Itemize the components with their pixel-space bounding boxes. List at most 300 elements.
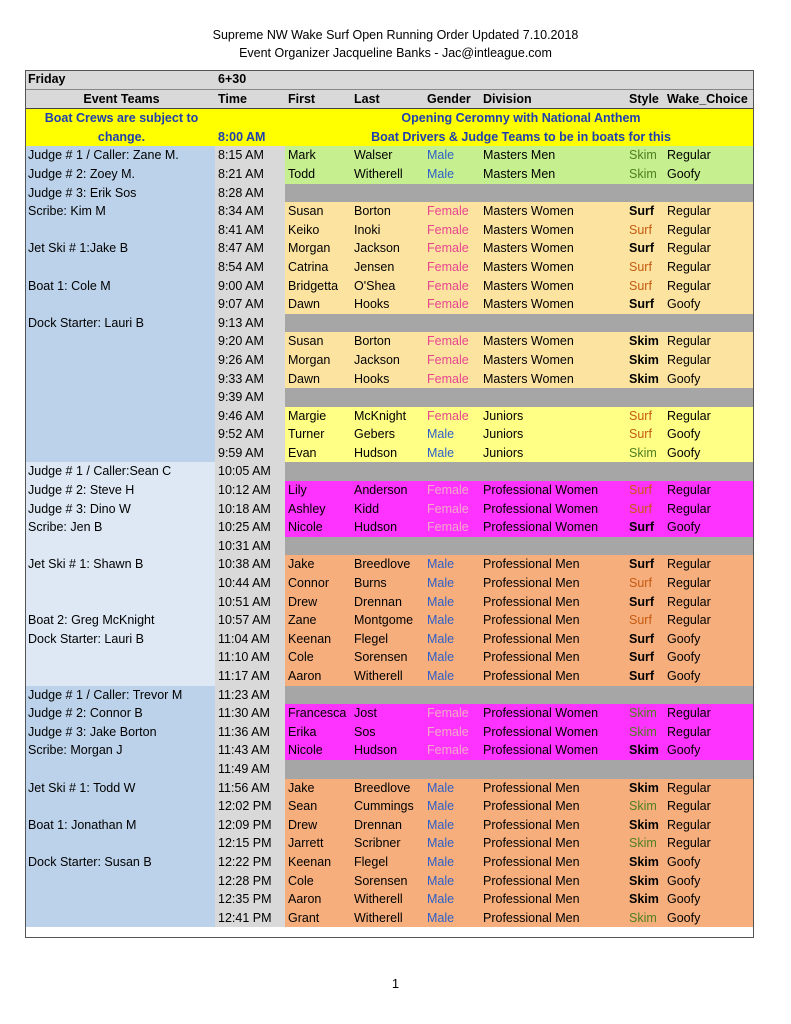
time-cell: 11:56 AM [215, 779, 285, 798]
division-cell: Professional Men [480, 667, 626, 686]
gender-cell: Male [424, 797, 480, 816]
first-cell: Ashley [285, 500, 351, 519]
event-team-cell: Dock Starter: Lauri B [25, 630, 215, 649]
first-cell: Catrina [285, 258, 351, 277]
day-row [25, 70, 754, 89]
first-cell: Margie [285, 407, 351, 426]
column-header-time: Time [215, 89, 285, 109]
last-cell: Flegel [351, 853, 424, 872]
style-cell: Surf [626, 202, 664, 221]
last-cell: Borton [351, 202, 424, 221]
event-team-cell [25, 797, 215, 816]
style-cell: Skim [626, 872, 664, 891]
wake-choice-cell: Goofy [664, 667, 754, 686]
time-cell: 11:36 AM [215, 723, 285, 742]
wake-choice-cell: Goofy [664, 630, 754, 649]
gender-cell: Female [424, 481, 480, 500]
style-cell: Skim [626, 779, 664, 798]
event-team-cell: Judge # 1 / Caller:Sean C [25, 462, 215, 481]
style-cell: Skim [626, 853, 664, 872]
division-cell: Professional Women [480, 723, 626, 742]
last-cell: Hudson [351, 741, 424, 760]
time-cell: 10:18 AM [215, 500, 285, 519]
time-cell: 11:30 AM [215, 704, 285, 723]
style-cell: Surf [626, 574, 664, 593]
wake-choice-cell: Goofy [664, 648, 754, 667]
last-cell: Hooks [351, 295, 424, 314]
table-row [25, 909, 754, 928]
first-cell: Nicole [285, 741, 351, 760]
event-team-cell: Scribe: Kim M [25, 202, 215, 221]
last-cell: Jackson [351, 239, 424, 258]
event-team-cell: Judge # 3: Jake Borton [25, 723, 215, 742]
banner-left-line-2: change. [25, 128, 215, 147]
table-row [25, 853, 754, 872]
event-team-cell: Boat 1: Cole M [25, 277, 215, 296]
style-cell: Skim [626, 704, 664, 723]
event-team-cell: Scribe: Morgan J [25, 741, 215, 760]
style-cell: Skim [626, 723, 664, 742]
division-cell: Professional Women [480, 500, 626, 519]
first-cell: Jake [285, 555, 351, 574]
gap-cell [285, 537, 754, 556]
style-cell: Surf [626, 239, 664, 258]
wake-choice-cell: Regular [664, 202, 754, 221]
style-cell: Skim [626, 332, 664, 351]
table-row [25, 704, 754, 723]
event-team-cell: Boat 1: Jonathan M [25, 816, 215, 835]
division-cell: Professional Men [480, 909, 626, 928]
gender-cell: Male [424, 444, 480, 463]
wake-choice-cell: Goofy [664, 425, 754, 444]
event-team-cell [25, 667, 215, 686]
column-header-team: Event Teams [25, 89, 215, 109]
wake-choice-cell: Regular [664, 332, 754, 351]
column-header-gender: Gender [424, 89, 480, 109]
table-row [25, 258, 754, 277]
style-cell: Skim [626, 370, 664, 389]
document-header [0, 26, 791, 62]
division-cell: Professional Men [480, 816, 626, 835]
style-cell: Surf [626, 407, 664, 426]
time-cell: 11:49 AM [215, 760, 285, 779]
time-cell: 9:46 AM [215, 407, 285, 426]
time-cell: 11:17 AM [215, 667, 285, 686]
gender-cell: Male [424, 890, 480, 909]
first-cell: Aaron [285, 890, 351, 909]
wake-choice-cell: Regular [664, 574, 754, 593]
division-cell: Professional Men [480, 630, 626, 649]
division-cell: Professional Women [480, 481, 626, 500]
division-cell: Masters Men [480, 146, 626, 165]
division-cell: Masters Women [480, 258, 626, 277]
first-cell: Connor [285, 574, 351, 593]
division-cell: Professional Women [480, 741, 626, 760]
time-cell: 12:35 PM [215, 890, 285, 909]
page-number: 1 [391, 976, 400, 991]
time-cell: 8:21 AM [215, 165, 285, 184]
table-row [25, 797, 754, 816]
wake-choice-cell: Regular [664, 593, 754, 612]
wake-choice-cell: Regular [664, 239, 754, 258]
event-team-cell [25, 332, 215, 351]
time-cell: 9:33 AM [215, 370, 285, 389]
wake-choice-cell: Regular [664, 500, 754, 519]
wake-choice-cell: Goofy [664, 890, 754, 909]
style-cell: Surf [626, 221, 664, 240]
running-order-table [25, 70, 754, 927]
gender-cell: Female [424, 723, 480, 742]
time-cell: 10:57 AM [215, 611, 285, 630]
style-cell: Surf [626, 518, 664, 537]
document-title: Supreme NW Wake Surf Open Running Order Updated 7.10.2018 [212, 28, 579, 42]
style-cell: Surf [626, 481, 664, 500]
time-cell: 10:51 AM [215, 593, 285, 612]
time-cell: 9:07 AM [215, 295, 285, 314]
event-team-cell [25, 370, 215, 389]
gap-cell [285, 388, 754, 407]
gap-row [25, 388, 754, 407]
organizer-line: Event Organizer Jacqueline Banks - Jac@intleague.com [239, 46, 552, 60]
first-cell: Jake [285, 779, 351, 798]
division-cell: Masters Women [480, 370, 626, 389]
table-row [25, 202, 754, 221]
event-team-cell: Scribe: Jen B [25, 518, 215, 537]
division-cell: Professional Men [480, 593, 626, 612]
gender-cell: Male [424, 834, 480, 853]
event-team-cell [25, 909, 215, 928]
style-cell: Skim [626, 146, 664, 165]
event-team-cell: Dock Starter: Lauri B [25, 314, 215, 333]
division-cell: Professional Men [480, 797, 626, 816]
last-cell: Burns [351, 574, 424, 593]
division-cell: Masters Women [480, 332, 626, 351]
gender-cell: Female [424, 239, 480, 258]
event-team-cell [25, 425, 215, 444]
table-row [25, 518, 754, 537]
style-cell: Surf [626, 295, 664, 314]
gender-cell: Male [424, 555, 480, 574]
time-cell: 10:44 AM [215, 574, 285, 593]
last-cell: Witherell [351, 165, 424, 184]
event-team-cell: Judge # 2: Zoey M. [25, 165, 215, 184]
banner-row-2 [25, 128, 754, 147]
last-cell: Inoki [351, 221, 424, 240]
gender-cell: Female [424, 295, 480, 314]
event-team-cell [25, 593, 215, 612]
first-cell: Dawn [285, 295, 351, 314]
division-cell: Masters Women [480, 277, 626, 296]
last-cell: Montgome [351, 611, 424, 630]
style-cell: Skim [626, 890, 664, 909]
wake-choice-cell: Goofy [664, 909, 754, 928]
gender-cell: Male [424, 146, 480, 165]
division-cell: Juniors [480, 444, 626, 463]
last-cell: Breedlove [351, 555, 424, 574]
table-row [25, 555, 754, 574]
last-cell: Drennan [351, 593, 424, 612]
wake-choice-cell: Regular [664, 779, 754, 798]
column-header-wake-choice: Wake_Choice [664, 89, 754, 109]
banner-right-line-2: Boat Drivers & Judge Teams to be in boats for this [285, 128, 754, 147]
wake-choice-cell: Goofy [664, 165, 754, 184]
event-team-cell: Judge # 1 / Caller: Zane M. [25, 146, 215, 165]
time-cell: 10:12 AM [215, 481, 285, 500]
division-cell: Professional Men [480, 648, 626, 667]
first-cell: Drew [285, 816, 351, 835]
last-cell: Jackson [351, 351, 424, 370]
gender-cell: Female [424, 370, 480, 389]
table-row [25, 611, 754, 630]
gender-cell: Male [424, 648, 480, 667]
time-cell: 9:59 AM [215, 444, 285, 463]
column-header-first: First [285, 89, 351, 109]
gender-cell: Female [424, 407, 480, 426]
event-team-cell [25, 258, 215, 277]
first-cell: Dawn [285, 370, 351, 389]
last-cell: Witherell [351, 667, 424, 686]
last-cell: Sorensen [351, 648, 424, 667]
table-row [25, 332, 754, 351]
event-team-cell [25, 890, 215, 909]
first-cell: Susan [285, 202, 351, 221]
gender-cell: Male [424, 853, 480, 872]
banner-time: 8:00 AM [215, 128, 285, 147]
first-cell: Erika [285, 723, 351, 742]
gender-cell: Male [424, 611, 480, 630]
division-cell: Professional Men [480, 890, 626, 909]
banner-left-line-1: Boat Crews are subject to [25, 109, 215, 128]
wake-choice-cell: Regular [664, 797, 754, 816]
gender-cell: Male [424, 574, 480, 593]
time-cell: 9:39 AM [215, 388, 285, 407]
gender-cell: Male [424, 593, 480, 612]
first-cell: Mark [285, 146, 351, 165]
time-cell: 8:41 AM [215, 221, 285, 240]
last-cell: Gebers [351, 425, 424, 444]
style-cell: Surf [626, 500, 664, 519]
style-cell: Skim [626, 797, 664, 816]
gender-cell: Female [424, 351, 480, 370]
table-row [25, 500, 754, 519]
gap-row [25, 537, 754, 556]
table-row [25, 574, 754, 593]
wake-choice-cell: Regular [664, 221, 754, 240]
style-cell: Skim [626, 444, 664, 463]
last-cell: Jost [351, 704, 424, 723]
time-cell: 12:15 PM [215, 834, 285, 853]
gender-cell: Male [424, 425, 480, 444]
gap-row [25, 760, 754, 779]
gender-cell: Female [424, 704, 480, 723]
last-cell: Borton [351, 332, 424, 351]
column-header-last: Last [351, 89, 424, 109]
division-cell: Masters Women [480, 221, 626, 240]
first-cell: Bridgetta [285, 277, 351, 296]
gap-cell [285, 686, 754, 705]
first-cell: Susan [285, 332, 351, 351]
last-cell: Hudson [351, 444, 424, 463]
event-team-cell: Judge # 3: Dino W [25, 500, 215, 519]
first-cell: Keenan [285, 853, 351, 872]
division-cell: Juniors [480, 425, 626, 444]
division-cell: Masters Women [480, 202, 626, 221]
table-row [25, 593, 754, 612]
last-cell: Drennan [351, 816, 424, 835]
first-cell: Drew [285, 593, 351, 612]
style-cell: Skim [626, 351, 664, 370]
first-cell: Jarrett [285, 834, 351, 853]
style-cell: Surf [626, 277, 664, 296]
division-cell: Masters Men [480, 165, 626, 184]
last-cell: Jensen [351, 258, 424, 277]
wake-choice-cell: Regular [664, 723, 754, 742]
gender-cell: Female [424, 500, 480, 519]
last-cell: McKnight [351, 407, 424, 426]
gap-row [25, 314, 754, 333]
gender-cell: Male [424, 630, 480, 649]
last-cell: Walser [351, 146, 424, 165]
division-cell: Masters Women [480, 351, 626, 370]
last-cell: Scribner [351, 834, 424, 853]
gender-cell: Female [424, 332, 480, 351]
table-row [25, 630, 754, 649]
time-cell: 12:02 PM [215, 797, 285, 816]
event-team-cell [25, 648, 215, 667]
time-cell: 12:28 PM [215, 872, 285, 891]
wake-choice-cell: Goofy [664, 295, 754, 314]
table-row [25, 295, 754, 314]
first-cell: Turner [285, 425, 351, 444]
time-cell: 8:15 AM [215, 146, 285, 165]
gap-cell [285, 314, 754, 333]
first-cell: Nicole [285, 518, 351, 537]
column-header-style: Style [626, 89, 664, 109]
style-cell: Skim [626, 741, 664, 760]
division-cell: Professional Men [480, 834, 626, 853]
first-cell: Keiko [285, 221, 351, 240]
time-cell: 10:31 AM [215, 537, 285, 556]
gender-cell: Male [424, 667, 480, 686]
gap-row [25, 686, 754, 705]
style-cell: Surf [626, 611, 664, 630]
division-cell: Juniors [480, 407, 626, 426]
wake-choice-cell: Regular [664, 816, 754, 835]
time-cell: 10:05 AM [215, 462, 285, 481]
time-cell: 10:38 AM [215, 555, 285, 574]
style-cell: Skim [626, 165, 664, 184]
first-cell: Lily [285, 481, 351, 500]
style-cell: Surf [626, 667, 664, 686]
gap-row [25, 462, 754, 481]
time-cell: 12:41 PM [215, 909, 285, 928]
time-cell: 8:47 AM [215, 239, 285, 258]
wake-choice-cell: Regular [664, 834, 754, 853]
event-team-cell: Judge # 2: Steve H [25, 481, 215, 500]
gender-cell: Female [424, 518, 480, 537]
event-team-cell [25, 295, 215, 314]
event-team-cell [25, 444, 215, 463]
gap-cell [285, 462, 754, 481]
wake-choice-cell: Regular [664, 704, 754, 723]
column-header-row [25, 89, 754, 109]
gender-cell: Female [424, 202, 480, 221]
event-team-cell [25, 834, 215, 853]
first-cell: Zane [285, 611, 351, 630]
gap-cell [285, 760, 754, 779]
style-cell: Skim [626, 834, 664, 853]
time-cell: 12:09 PM [215, 816, 285, 835]
table-row [25, 872, 754, 891]
last-cell: Sorensen [351, 872, 424, 891]
first-cell: Cole [285, 648, 351, 667]
wake-choice-cell: Regular [664, 351, 754, 370]
gender-cell: Female [424, 741, 480, 760]
wake-choice-cell: Regular [664, 407, 754, 426]
time-cell: 9:26 AM [215, 351, 285, 370]
event-team-cell: Jet Ski # 1:Jake B [25, 239, 215, 258]
table-row [25, 779, 754, 798]
last-cell: Witherell [351, 890, 424, 909]
wake-choice-cell: Regular [664, 555, 754, 574]
last-cell: Sos [351, 723, 424, 742]
last-cell: Hudson [351, 518, 424, 537]
time-cell: 9:13 AM [215, 314, 285, 333]
division-cell: Professional Men [480, 555, 626, 574]
division-cell: Professional Women [480, 704, 626, 723]
wake-choice-cell: Regular [664, 277, 754, 296]
table-row [25, 723, 754, 742]
wake-choice-cell: Regular [664, 258, 754, 277]
table-row [25, 277, 754, 296]
day-label: Friday [25, 70, 215, 89]
division-cell: Masters Women [480, 239, 626, 258]
table-row [25, 239, 754, 258]
first-cell: Evan [285, 444, 351, 463]
table-row [25, 481, 754, 500]
time-cell: 9:00 AM [215, 277, 285, 296]
division-cell: Masters Women [480, 295, 626, 314]
gender-cell: Female [424, 258, 480, 277]
time-cell: 12:22 PM [215, 853, 285, 872]
last-cell: Cummings [351, 797, 424, 816]
wake-choice-cell: Regular [664, 611, 754, 630]
time-cell: 11:43 AM [215, 741, 285, 760]
style-cell: Surf [626, 648, 664, 667]
last-cell: Kidd [351, 500, 424, 519]
first-cell: Cole [285, 872, 351, 891]
time-cell: 10:25 AM [215, 518, 285, 537]
first-cell: Todd [285, 165, 351, 184]
wake-choice-cell: Goofy [664, 741, 754, 760]
table-row [25, 407, 754, 426]
last-cell: Flegel [351, 630, 424, 649]
event-team-cell: Judge # 2: Connor B [25, 704, 215, 723]
wake-choice-cell: Goofy [664, 518, 754, 537]
table-row [25, 351, 754, 370]
event-team-cell [25, 351, 215, 370]
event-team-cell [25, 574, 215, 593]
event-team-cell: Judge # 3: Erik Sos [25, 184, 215, 203]
banner-right-line-1: Opening Ceromny with National Anthem [285, 109, 754, 128]
first-cell: Keenan [285, 630, 351, 649]
table-row [25, 667, 754, 686]
event-team-cell: Dock Starter: Susan B [25, 853, 215, 872]
division-cell: Professional Men [480, 611, 626, 630]
event-team-cell [25, 872, 215, 891]
first-cell: Morgan [285, 351, 351, 370]
style-cell: Surf [626, 258, 664, 277]
